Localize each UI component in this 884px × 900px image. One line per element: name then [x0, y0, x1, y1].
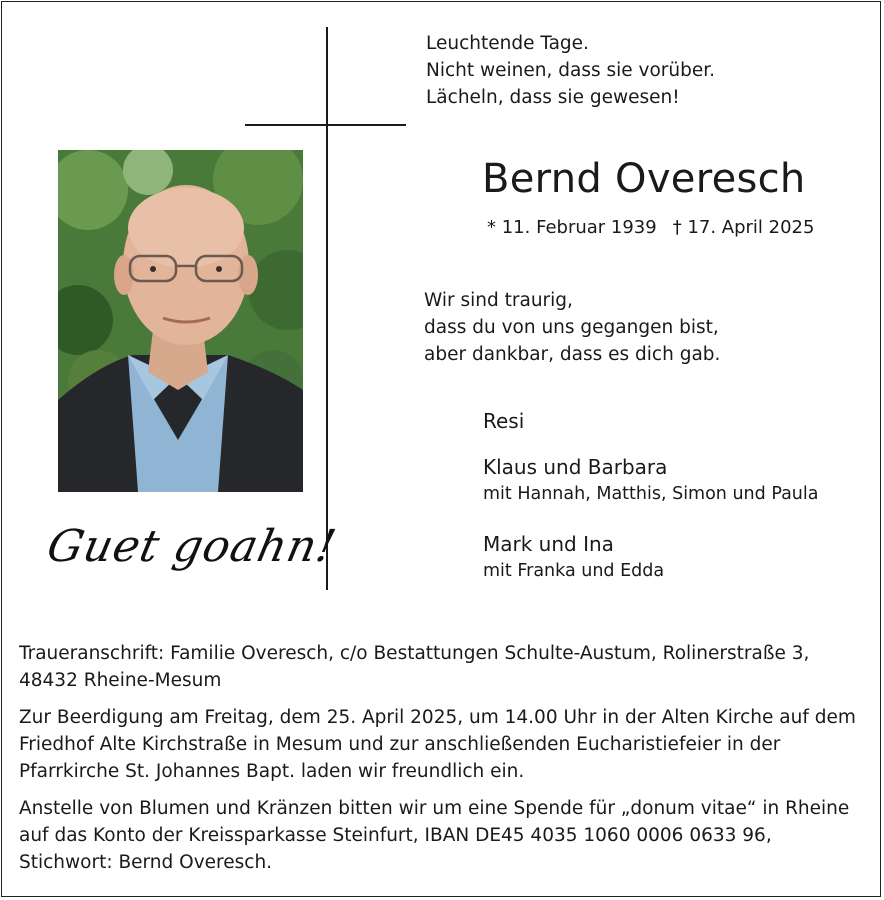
poem	[426, 30, 715, 111]
mourner-entry	[483, 406, 818, 452]
mourner-name: Klaus und Barbara	[483, 455, 668, 479]
mourner-entry	[483, 529, 818, 583]
portrait-photo	[58, 150, 303, 492]
deceased-name: Bernd Overesch	[482, 156, 806, 202]
verse	[424, 287, 720, 368]
poem-line: Lächeln, dass sie gewesen!	[426, 87, 680, 108]
verse-line: dass du von uns gegangen bist,	[424, 317, 719, 338]
cross-horizontal-bar	[245, 124, 406, 126]
footer-info	[19, 640, 869, 886]
poem-line: Nicht weinen, dass sie vorüber.	[426, 60, 716, 81]
mourning-address: Traueranschrift: Familie Overesch, c/o Bestattungen Schulte-Austum, Rolinerstraße 3, 48432 Rheine-Mesum	[19, 643, 810, 691]
mourners-list	[483, 406, 818, 583]
mourner-name: Resi	[483, 409, 525, 433]
life-dates	[487, 216, 814, 240]
mourner-family: mit Hannah, Matthis, Simon und Paula	[483, 484, 819, 504]
mourner-entry	[483, 452, 818, 529]
verse-line: aber dankbar, dass es dich gab.	[424, 344, 721, 365]
mourner-family: mit Franka und Edda	[483, 561, 665, 581]
portrait-illustration	[58, 150, 303, 492]
birth-date: * 11. Februar 1939	[487, 217, 657, 238]
verse-line: Wir sind traurig,	[424, 290, 573, 311]
cross-vertical-bar	[326, 27, 328, 590]
mourner-name: Mark und Ina	[483, 532, 614, 556]
signature-greeting: Guet goahn!	[42, 521, 341, 572]
funeral-announcement: Zur Beerdigung am Freitag, dem 25. April 2025, um 14.00 Uhr in der Alten Kirche auf dem Friedhof Alte Kirchstraße in Mesum und zur anschließenden Eucharistiefeier in der Pfarrkirche St. Johannes Bapt. laden wir freundlich ein.	[19, 707, 856, 782]
donation-note: Anstelle von Blumen und Kränzen bitten wir um eine Spende für „donum vitae“ in Rheine auf das Konto der Kreissparkasse Steinfurt, IBAN DE45 4035 1060 0006 0633 96, Stichwort: Bernd Overesch.	[19, 798, 850, 873]
poem-line: Leuchtende Tage.	[426, 33, 589, 54]
death-date: † 17. April 2025	[672, 217, 815, 238]
